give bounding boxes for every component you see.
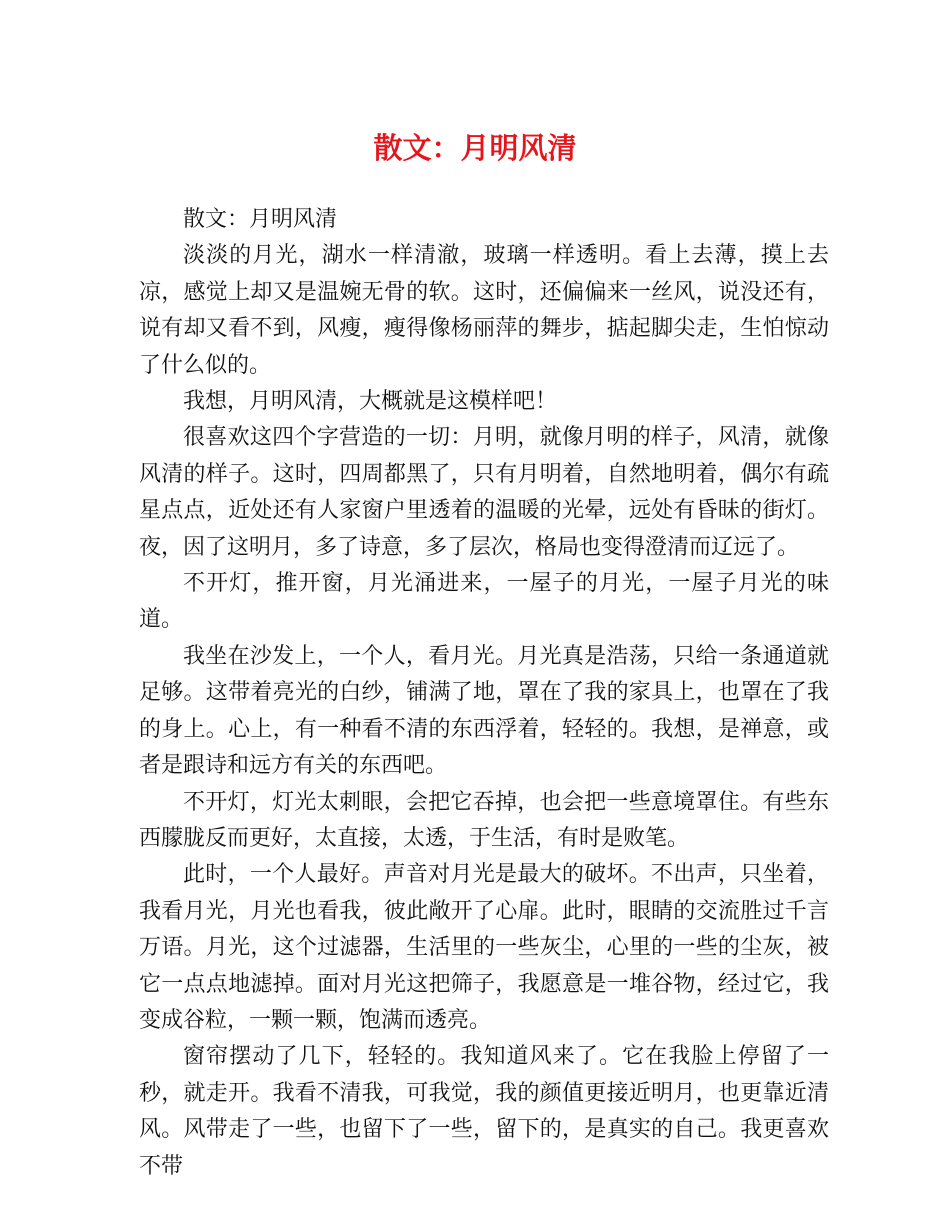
paragraph: 我坐在沙发上，一个人，看月光。月光真是浩荡，只给一条通道就足够。这带着亮光的白纱，铺满了地，罩在了我的家具上，也罩在了我的身上。心上，有一种看不清的东西浮着，轻轻的。我想，是禅意，或者是跟诗和远方有关的东西吧。: [139, 643, 829, 779]
essay-body: [139, 202, 829, 1185]
paragraph: 我想，月明风清，大概就是这模样吧！: [183, 389, 558, 415]
page-title: 散文：月明风清: [373, 131, 577, 165]
paragraph: 不开灯，灯光太刺眼，会把它吞掉，也会把一些意境罩住。有些东西朦胧反而更好，太直接，太透，于生活，有时是败笔。: [139, 789, 829, 851]
paragraph: 不开灯，推开窗，月光涌进来，一屋子的月光，一屋子月光的味道。: [139, 571, 829, 633]
paragraph: 淡淡的月光，湖水一样清澈，玻璃一样透明。看上去薄，摸上去凉，感觉上却又是温婉无骨的软。这时，还偏偏来一丝风，说没还有，说有却又看不到，风瘦，瘦得像杨丽萍的舞步，掂起脚尖走，生怕惊动了什么似的。: [139, 243, 829, 378]
paragraph: 很喜欢这四个字营造的一切：月明，就像月明的样子，风清，就像风清的样子。这时，四周都黑了，只有月明着，自然地明着，偶尔有疏星点点，近处还有人家窗户里透着的温暖的光晕，远处有昏昧的街灯。夜，因了这明月，多了诗意，多了层次，格局也变得澄清而辽远了。: [139, 425, 829, 560]
paragraph: 散文：月明风清: [183, 207, 338, 232]
paragraph: 窗帘摆动了几下，轻轻的。我知道风来了。它在我脸上停留了一秒，就走开。我看不清我，可我觉，我的颜值更接近明月，也更靠近清风。风带走了一些，也留下了一些，留下的，是真实的自己。我更喜欢不带: [139, 1044, 829, 1179]
paragraph: 此时，一个人最好。声音对月光是最大的破坏。不出声，只坐着，我看月光，月光也看我，彼此敞开了心扉。此时，眼睛的交流胜过千言万语。月光，这个过滤器，生活里的一些灰尘，心里的一些的尘灰，被它一点点地滤掉。面对月光这把筛子，我愿意是一堆谷物，经过它，我变成谷粒，一颗一颗，饱满而透亮。: [139, 862, 829, 1033]
